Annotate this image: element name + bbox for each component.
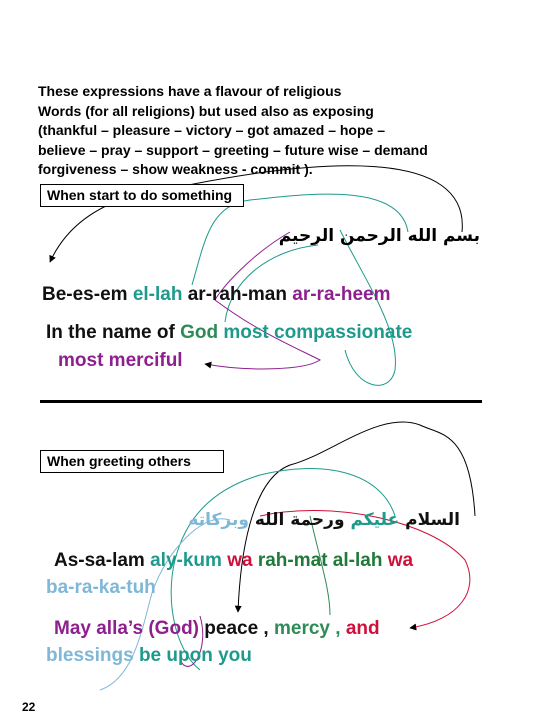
intro-line: (thankful – pleasure – victory – got amazed – hope – — [38, 122, 385, 138]
arabic-word: ورحمة الله — [254, 510, 345, 530]
translit-word: wa — [227, 550, 253, 571]
arabic-basmala: بسم الله الرحمن الرحيم — [278, 226, 480, 246]
translation-phrase: most compassionate — [223, 322, 413, 343]
translit-word: wa — [387, 550, 414, 571]
translation-phrase: most merciful — [58, 350, 183, 371]
translit-word: Be-es-em — [42, 284, 128, 305]
translation-phrase: and — [345, 618, 380, 639]
translit-word: ar-ra-heem — [292, 284, 391, 305]
intro-line: forgiveness – show weakness - commit ). — [38, 161, 313, 177]
arrow-rahman — [340, 230, 395, 385]
arabic-greeting — [188, 510, 460, 530]
transliteration-basmala — [42, 284, 390, 306]
section-divider — [40, 400, 482, 403]
translation-greeting-2 — [46, 645, 252, 667]
arrow-besm — [50, 166, 462, 262]
translation-phrase: God — [180, 322, 219, 343]
translit-word: rah-mat al-lah — [257, 550, 383, 571]
translit-word: aly-kum — [150, 550, 222, 571]
translit-word: As-sa-lam — [54, 550, 145, 571]
arabic-word: عليكم — [350, 510, 400, 530]
translit-word: el-lah — [132, 284, 183, 305]
transliteration-greeting-2 — [46, 577, 156, 599]
translation-phrase: be upon you — [138, 645, 252, 666]
translation-phrase: mercy , — [274, 618, 341, 639]
intro-line: believe – pray – support – greeting – future wise – demand — [38, 141, 428, 158]
translation-greeting-1 — [54, 618, 380, 640]
translation-basmala-2 — [58, 350, 183, 372]
intro-line: Words (for all religions) but used also as exposing — [38, 102, 374, 119]
translation-phrase: blessings — [46, 645, 134, 666]
translit-word: ba-ra-ka-tuh — [46, 577, 156, 598]
arabic-word: السلام — [405, 510, 460, 530]
translation-phrase: May alla’s (God) — [54, 618, 199, 639]
section-label-start: When start to do something — [40, 184, 244, 207]
arabic-word: وبركاته — [188, 510, 249, 530]
intro-paragraph — [38, 82, 478, 180]
intro-line: These expressions have a flavour of religious — [38, 83, 342, 99]
section-label-greeting: When greeting others — [40, 450, 224, 473]
translation-phrase: In the name of — [46, 322, 175, 343]
transliteration-greeting-1 — [54, 550, 413, 572]
translit-word: ar-rah-man — [187, 284, 287, 305]
translation-phrase: peace , — [204, 618, 269, 639]
page-number: 22 — [22, 700, 36, 714]
translation-basmala-1 — [46, 322, 412, 344]
